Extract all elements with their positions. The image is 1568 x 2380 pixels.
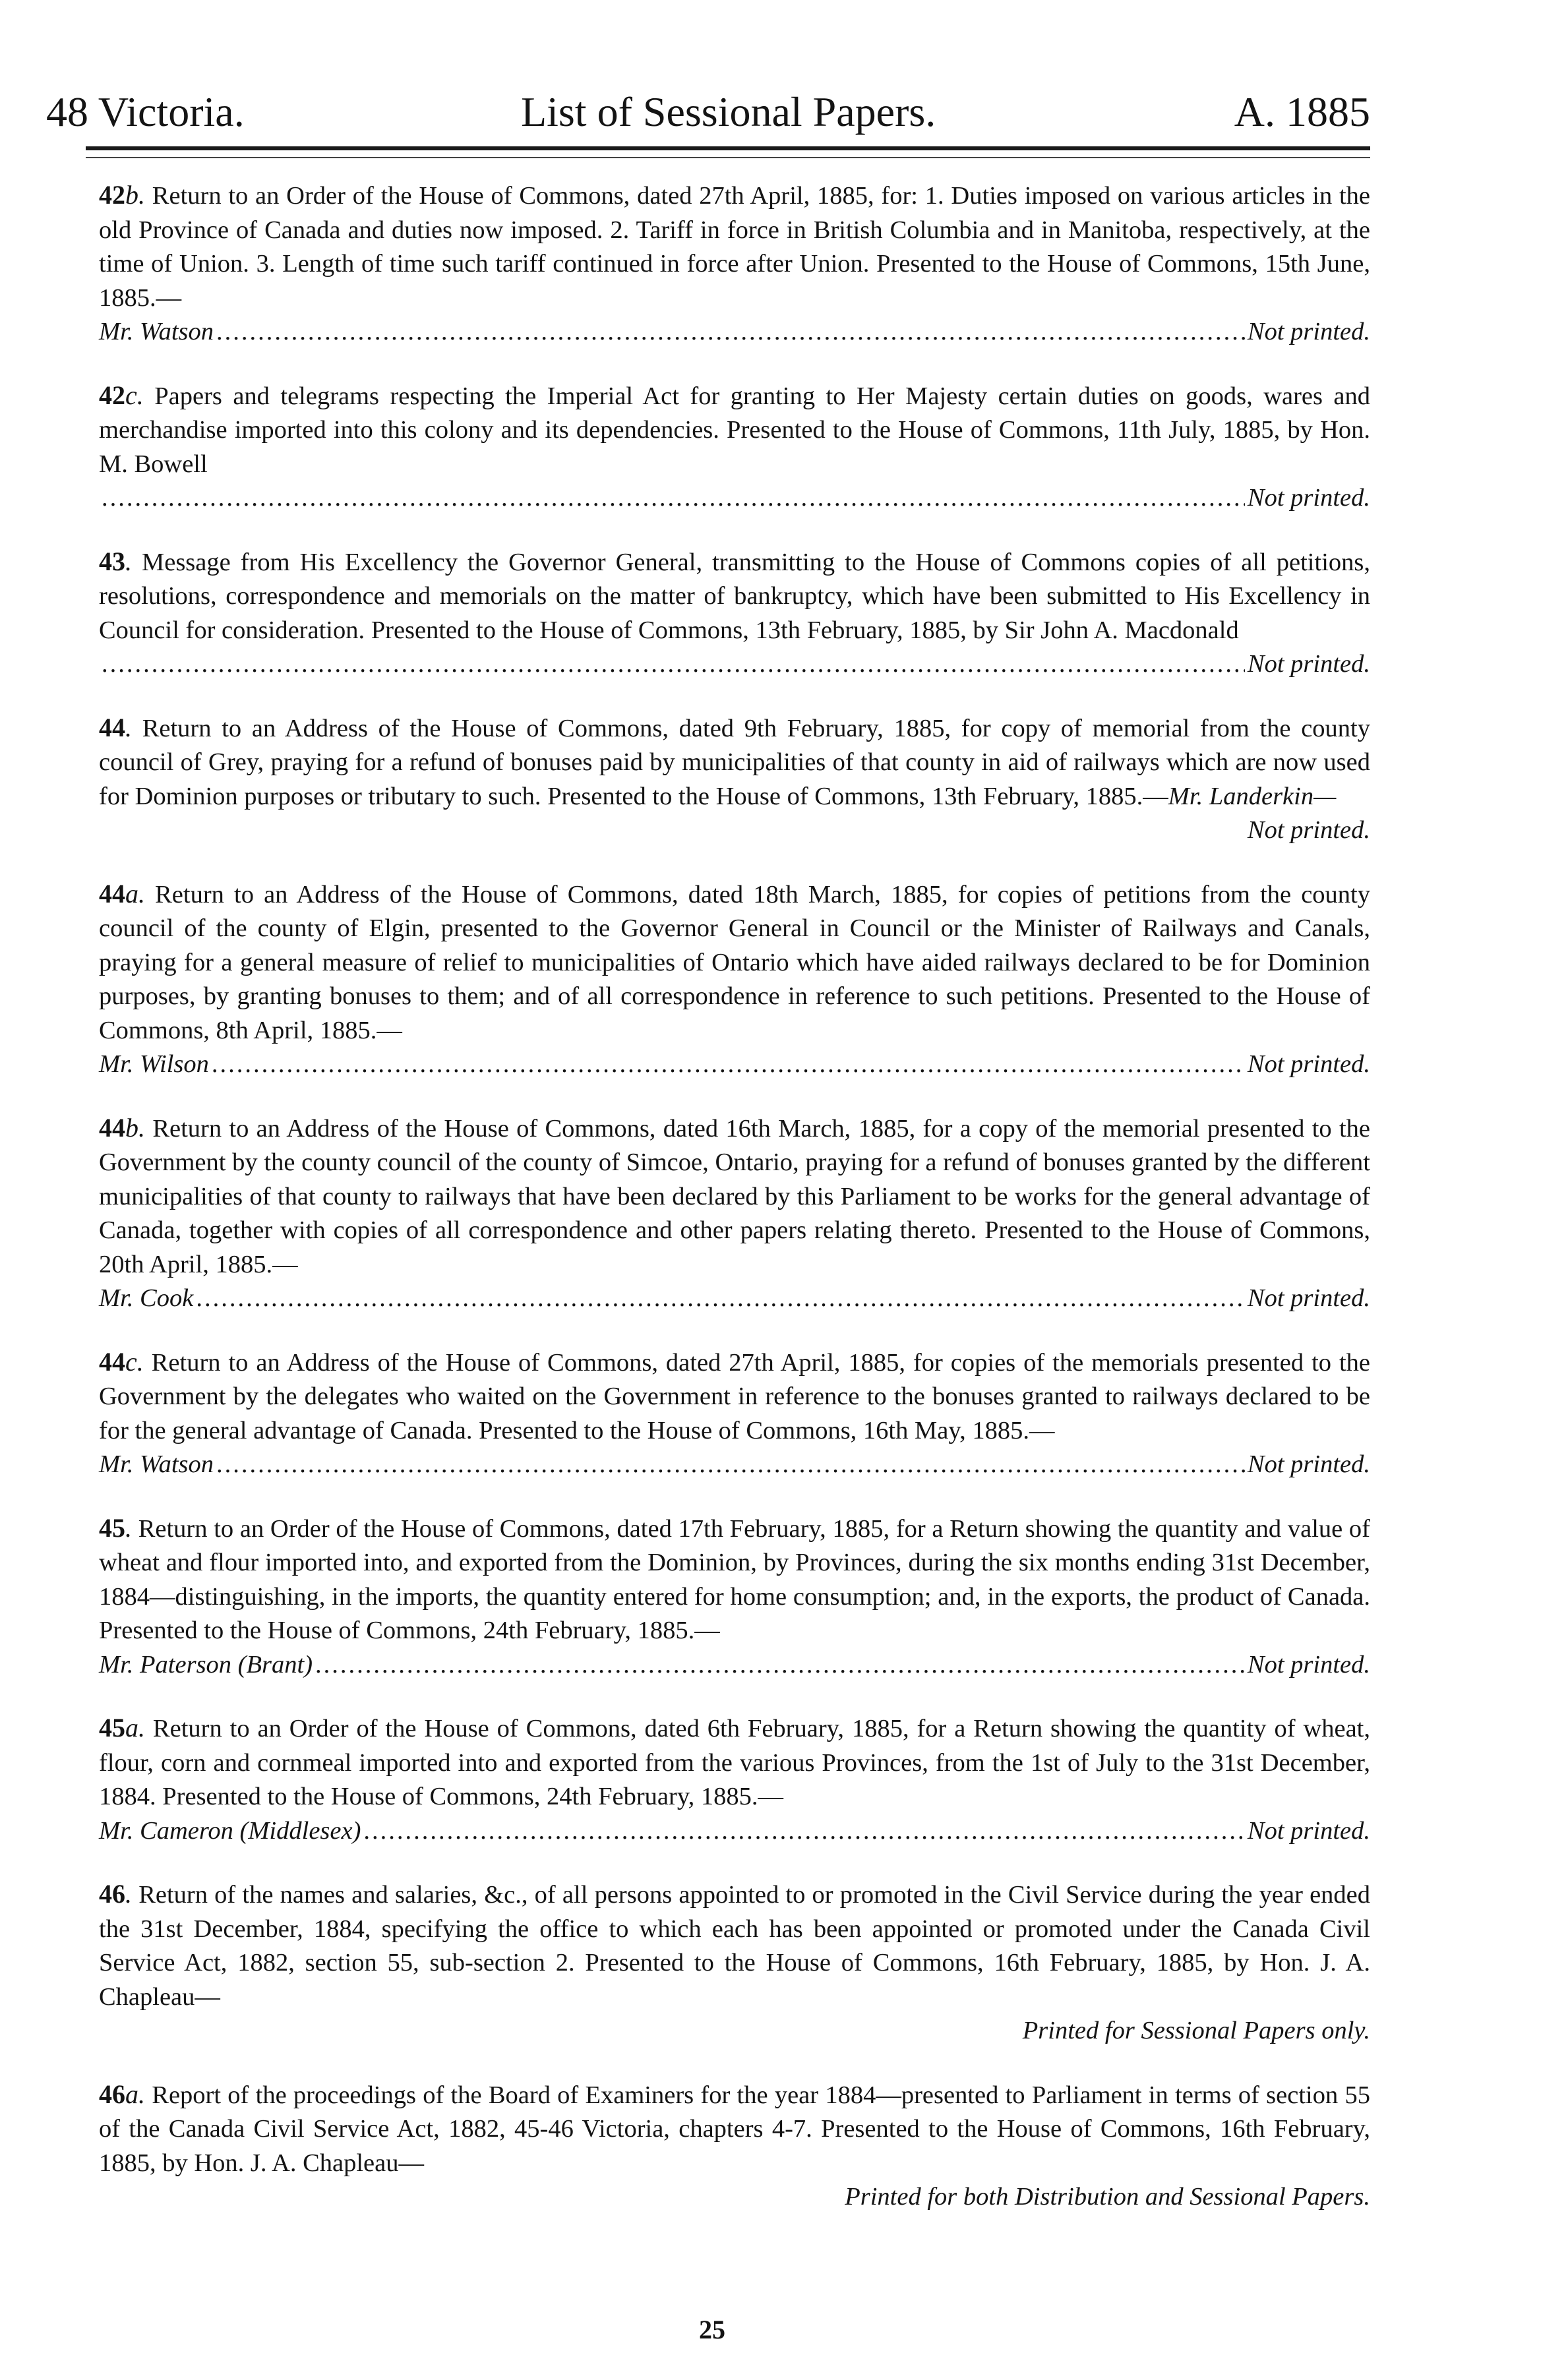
leader-dots	[216, 1448, 1245, 1482]
paper-description: Report of the proceedings of the Board of Examiners for the year 1884—presented to Parliament in terms of section 55 of the Canada Civil Service Act, 1882, 45-46 Victoria, chapters 4-7. Presented to the House of Commons, 16th February, 1885, by Hon. J. A. Chapleau—	[99, 2081, 1370, 2177]
paper-mover: Mr. Cook	[99, 1284, 194, 1312]
paper-status-line	[99, 1048, 1370, 1082]
paper-entry-46	[99, 1877, 1370, 2048]
paper-description: Return to an Order of the House of Commons, dated 6th February, 1885, for a Return showing the quantity of wheat, flour, corn and cornmeal imported into and exported from the various Provinces, from the 1st of July to the 31st December, 1884. Presented to the House of Commons, 24th February, 1885.—	[99, 1715, 1370, 1810]
paper-entry-46a	[99, 2077, 1370, 2215]
paper-number: 44b.	[99, 1112, 145, 1143]
header-regnal-year: 48 Victoria.	[46, 88, 245, 135]
header-rule-thin	[86, 157, 1370, 158]
header-rule-thick	[86, 146, 1370, 150]
paper-number: 44.	[99, 712, 132, 742]
paper-number: 45.	[99, 1512, 132, 1543]
paper-description: Message from His Excellency the Governor General, transmitting to the House of Commons copies of all petitions, resolutions, correspondence and memorials on the matter of bankruptcy, which have been submitted to His Excellency in Council for consideration. Presented to the House of Commons, 13th February, 1885, by Sir John A. Macdonald	[99, 548, 1371, 644]
paper-number: 42c.	[99, 380, 144, 410]
paper-entry-42c	[99, 378, 1370, 516]
paper-description: Papers and telegrams respecting the Imperial Act for granting to Her Majesty certain duties on goods, wares and merchandise imported into this colony and its dependencies. Presented to the House of Commons, 11th July, 1885, by Hon. M. Bowell	[99, 382, 1371, 478]
paper-entry-44c	[99, 1345, 1370, 1482]
leader-dots	[315, 1648, 1245, 1682]
paper-status: Not printed.	[1247, 1816, 1370, 1845]
paper-status: Not printed.	[1247, 484, 1370, 512]
paper-description: Return to an Address of the House of Commons, dated 18th March, 1885, for copies of petitions from the county council of the county of Elgin, presented to the Governor General in Council or the Minister of Railways and Canals, praying for a general measure of relief to municipalities of Ontario which have aided railways declared to be for Dominion purposes, by granting bonuses to them; and of all correspondence in reference to such petitions. Presented to the House of Commons, 8th April, 1885.—	[99, 880, 1370, 1044]
paper-description: Return to an Order of the House of Commons, dated 27th April, 1885, for: 1. Duties imposed on various articles in the old Province of Canada and duties now imposed. 2. Tariff in force in British Columbia and in Manitoba, respectively, at the time of Union. 3. Length of time such tariff continued in force after Union. Presented to the House of Commons, 15th June, 1885.—	[99, 182, 1371, 312]
leader-dots	[102, 481, 1245, 516]
paper-status-line	[99, 1648, 1370, 1682]
paper-status-line	[99, 315, 1370, 349]
paper-status-line	[99, 481, 1370, 516]
paper-description: Return of the names and salaries, &c., of all persons appointed to or promoted in the Civil Service during the year ended the 31st December, 1884, specifying the office to which each has been appointed or promoted under the Canada Civil Service Act, 1882, section 55, sub-section 2. Presented to the House of Commons, 16th February, 1885, by Hon. J. A. Chapleau—	[99, 1881, 1371, 2011]
paper-entry-43	[99, 545, 1370, 682]
paper-list	[99, 178, 1370, 2244]
paper-mover: Mr. Watson	[99, 318, 214, 345]
header-session-year: A. 1885	[1234, 88, 1370, 135]
page-number: 25	[699, 2315, 725, 2344]
paper-mover: Mr. Paterson (Brant)	[99, 1650, 313, 1679]
paper-status: Not printed.	[1247, 1284, 1370, 1312]
paper-number: 44c.	[99, 1346, 144, 1377]
paper-status: Printed for Sessional Papers only.	[1022, 2017, 1370, 2044]
paper-entry-42b	[99, 178, 1370, 349]
paper-mover: Mr. Wilson	[99, 1050, 209, 1078]
leader-dots	[102, 647, 1245, 682]
paper-status: Not printed.	[1247, 1450, 1370, 1478]
paper-number: 42b.	[99, 180, 145, 210]
paper-number: 46.	[99, 1879, 132, 1909]
leader-dots	[363, 1814, 1245, 1849]
paper-mover: Mr. Landerkin—	[1168, 782, 1337, 810]
paper-description: Return to an Address of the House of Commons, dated 9th February, 1885, for copy of memorial from the county council of Grey, praying for a refund of bonuses paid by municipalities of that county in aid of railways which are now used for Dominion purposes or tributary to such. Presented to the House of Commons, 13th February, 1885.—	[99, 714, 1371, 810]
paper-entry-44b	[99, 1111, 1370, 1316]
paper-status: Not printed.	[1247, 650, 1370, 678]
paper-description: Return to an Address of the House of Commons, dated 27th April, 1885, for copies of the memorials presented to the Government by the delegates who waited on the Government in reference to the bonuses granted to railways declared to be for the general advantage of Canada. Presented to the House of Commons, 16th May, 1885.—	[99, 1348, 1371, 1444]
leader-dots	[196, 1282, 1245, 1316]
paper-mover: Mr. Cameron (Middlesex)	[99, 1816, 361, 1845]
paper-number: 45a.	[99, 1713, 145, 1742]
paper-status: Printed for both Distribution and Sessional Papers.	[845, 2183, 1370, 2211]
paper-status-line	[99, 1448, 1370, 1482]
paper-description: Return to an Address of the House of Commons, dated 16th March, 1885, for a copy of the memorial presented to the Government by the county council of the county of Simcoe, Ontario, praying for a refund of bonuses granted by the different municipalities of that county to railways that have been declared by this Parliament to be works for the general advantage of Canada, together with copies of all correspondence and other papers relating thereto. Presented to the House of Commons, 20th April, 1885.—	[99, 1114, 1371, 1278]
paper-status: Not printed.	[1247, 1650, 1370, 1679]
paper-status-line	[99, 647, 1370, 682]
header-title: List of Sessional Papers.	[521, 88, 936, 135]
paper-status-line	[99, 1282, 1370, 1316]
leader-dots	[212, 1048, 1245, 1082]
leader-dots	[216, 315, 1245, 349]
paper-status: Not printed.	[1247, 1050, 1370, 1078]
page-header	[46, 66, 1370, 138]
paper-number: 44a.	[99, 878, 145, 908]
paper-entry-45a	[99, 1711, 1370, 1848]
paper-number: 43.	[99, 546, 132, 576]
paper-status: Not printed.	[1247, 318, 1370, 345]
paper-number: 46a.	[99, 2079, 145, 2109]
paper-description: Return to an Order of the House of Commons, dated 17th February, 1885, for a Return showing the quantity and value of wheat and flour imported into, and exported from the Dominion, by Provinces, during the six months ending 31st December, 1884—distinguishing, in the imports, the quantity entered for home consumption; and, in the exports, the product of Canada. Presented to the House of Commons, 24th February, 1885.—	[99, 1514, 1371, 1644]
paper-entry-44	[99, 711, 1370, 848]
paper-status-line	[99, 1814, 1370, 1849]
paper-entry-45	[99, 1511, 1370, 1682]
paper-mover: Mr. Watson	[99, 1450, 214, 1478]
paper-entry-44a	[99, 877, 1370, 1082]
paper-status: Not printed.	[1247, 816, 1370, 844]
